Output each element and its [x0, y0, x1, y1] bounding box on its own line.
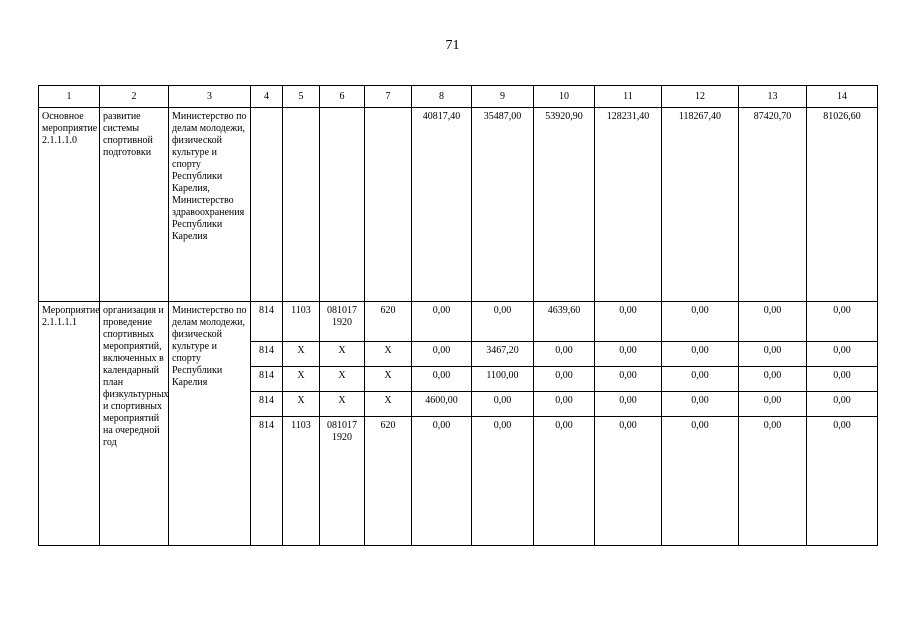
grbs-code: 814	[251, 417, 283, 546]
header-cell: 11	[595, 86, 662, 108]
header-cell: 9	[472, 86, 534, 108]
rzpr-code: 1103	[283, 302, 320, 342]
amount-cell: 0,00	[662, 302, 739, 342]
vr-code: 620	[365, 417, 412, 546]
budget-table	[38, 85, 878, 546]
amount-cell: 0,00	[739, 342, 807, 367]
amount-cell: 0,00	[534, 367, 595, 392]
amount-cell: 0,00	[739, 367, 807, 392]
csr-code	[320, 108, 365, 302]
header-cell: 8	[412, 86, 472, 108]
amount-cell: 0,00	[807, 417, 878, 546]
amount-cell: 0,00	[534, 392, 595, 417]
amount-cell: 53920,90	[534, 108, 595, 302]
csr-code: 081017 1920	[320, 302, 365, 342]
header-cell: 2	[100, 86, 169, 108]
amount-cell: 0,00	[807, 302, 878, 342]
amount-cell: 0,00	[739, 392, 807, 417]
rzpr-code: 1103	[283, 417, 320, 546]
header-cell: 5	[283, 86, 320, 108]
csr-code: X	[320, 367, 365, 392]
amount-cell: 0,00	[807, 392, 878, 417]
amount-cell: 118267,40	[662, 108, 739, 302]
activity-name: развитие системы спортивной подготовки	[100, 108, 169, 302]
rzpr-code	[283, 108, 320, 302]
page-number: 71	[445, 38, 460, 53]
amount-cell: 1100,00	[472, 367, 534, 392]
grbs-code: 814	[251, 302, 283, 342]
amount-cell: 0,00	[662, 417, 739, 546]
header-cell: 3	[169, 86, 251, 108]
vr-code: X	[365, 367, 412, 392]
header-cell: 1	[39, 86, 100, 108]
amount-cell: 0,00	[472, 417, 534, 546]
activity-code: Мероприятие 2.1.1.1.1	[39, 302, 100, 546]
amount-cell: 0,00	[595, 392, 662, 417]
amount-cell: 87420,70	[739, 108, 807, 302]
rzpr-code: X	[283, 342, 320, 367]
amount-cell: 3467,20	[472, 342, 534, 367]
amount-cell: 35487,00	[472, 108, 534, 302]
vr-code: X	[365, 392, 412, 417]
amount-cell: 0,00	[807, 367, 878, 392]
amount-cell: 0,00	[662, 392, 739, 417]
header-cell: 14	[807, 86, 878, 108]
amount-cell: 0,00	[412, 417, 472, 546]
header-cell: 4	[251, 86, 283, 108]
amount-cell: 0,00	[595, 302, 662, 342]
amount-cell: 0,00	[807, 342, 878, 367]
amount-cell: 0,00	[412, 302, 472, 342]
amount-cell: 0,00	[739, 302, 807, 342]
responsible-executor: Министерство по делам молодежи, физической культуре и спорту Республики Карелия, Министерство здравоохранения Республики Карелия	[169, 108, 251, 302]
activity-name: организация и проведение спортивных мероприятий, включенных в календарный план физкультурных и спортивных мероприятий на очередной год	[100, 302, 169, 546]
vr-code: X	[365, 342, 412, 367]
vr-code: 620	[365, 302, 412, 342]
activity-row	[39, 302, 878, 342]
amount-cell: 4639,60	[534, 302, 595, 342]
vr-code	[365, 108, 412, 302]
csr-code: X	[320, 342, 365, 367]
amount-cell: 0,00	[662, 342, 739, 367]
responsible-executor: Министерство по делам молодежи, физической культуре и спорту Республики Карелия	[169, 302, 251, 546]
amount-cell: 40817,40	[412, 108, 472, 302]
activity-code: Основное мероприятие 2.1.1.1.0	[39, 108, 100, 302]
amount-cell: 0,00	[595, 342, 662, 367]
amount-cell: 0,00	[412, 342, 472, 367]
amount-cell: 128231,40	[595, 108, 662, 302]
csr-code: 081017 1920	[320, 417, 365, 546]
amount-cell: 0,00	[595, 417, 662, 546]
amount-cell: 0,00	[739, 417, 807, 546]
header-cell: 10	[534, 86, 595, 108]
amount-cell: 0,00	[534, 342, 595, 367]
header-cell: 7	[365, 86, 412, 108]
header-cell: 13	[739, 86, 807, 108]
amount-cell: 4600,00	[412, 392, 472, 417]
amount-cell: 0,00	[472, 302, 534, 342]
header-cell: 12	[662, 86, 739, 108]
amount-cell: 0,00	[595, 367, 662, 392]
amount-cell: 0,00	[472, 392, 534, 417]
amount-cell: 0,00	[412, 367, 472, 392]
amount-cell: 0,00	[534, 417, 595, 546]
header-row	[39, 86, 878, 108]
grbs-code: 814	[251, 392, 283, 417]
rzpr-code: X	[283, 392, 320, 417]
rzpr-code: X	[283, 367, 320, 392]
header-cell: 6	[320, 86, 365, 108]
grbs-code: 814	[251, 367, 283, 392]
csr-code: X	[320, 392, 365, 417]
grbs-code	[251, 108, 283, 302]
amount-cell: 0,00	[662, 367, 739, 392]
main-activity-row	[39, 108, 878, 302]
amount-cell: 81026,60	[807, 108, 878, 302]
grbs-code: 814	[251, 342, 283, 367]
